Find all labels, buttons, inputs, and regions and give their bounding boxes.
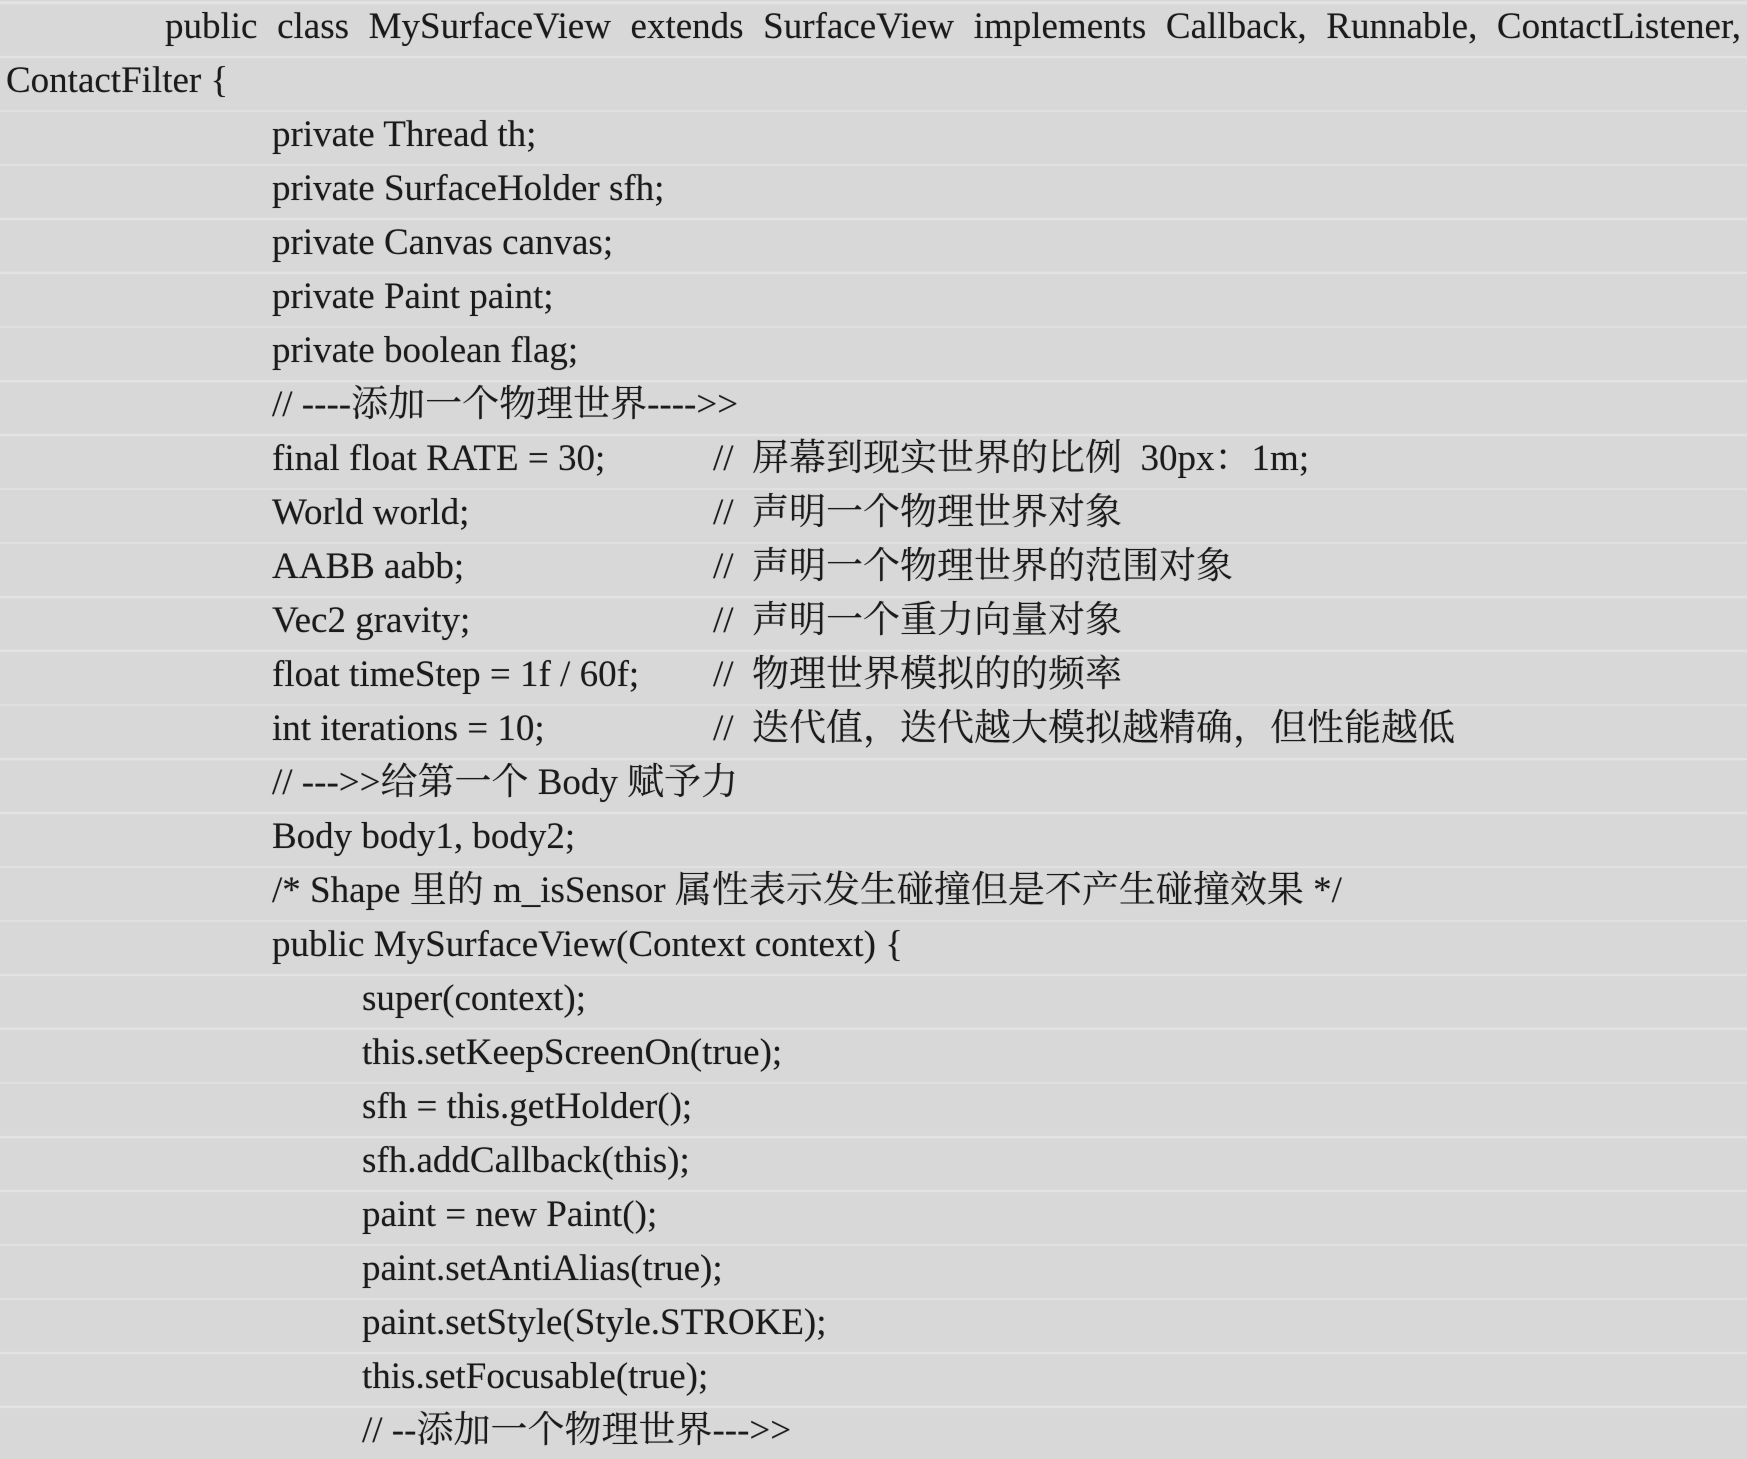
code-line <box>0 864 1747 918</box>
code-line <box>0 810 1747 864</box>
code-text: paint = new Paint(); <box>362 1194 658 1235</box>
code-text: private boolean flag; <box>272 330 579 371</box>
code-text: private Canvas canvas; <box>272 222 614 263</box>
code-text: Body body1, body2; <box>272 816 576 857</box>
code-line <box>0 378 1747 432</box>
code-line <box>0 108 1747 162</box>
code-text: sfh = this.getHolder(); <box>362 1086 693 1127</box>
code-line <box>0 54 1747 108</box>
code-line <box>0 324 1747 378</box>
code-line <box>0 594 1747 648</box>
code-text: final float RATE = 30; <box>272 438 606 479</box>
code-text: int iterations = 10; <box>272 708 545 749</box>
code-line <box>0 918 1747 972</box>
code-line <box>0 1296 1747 1350</box>
code-text: AABB aabb; <box>272 546 465 587</box>
code-line <box>0 756 1747 810</box>
inline-comment: // 声明一个物理世界的范围对象 <box>713 546 1234 587</box>
code-text: float timeStep = 1f / 60f; <box>272 654 640 695</box>
code-text: ContactFilter { <box>6 60 229 101</box>
code-text: paint.setStyle(Style.STROKE); <box>362 1302 827 1343</box>
code-line <box>0 1080 1747 1134</box>
code-text: /* Shape 里的 m_isSensor 属性表示发生碰撞但是不产生碰撞效果 */ <box>272 870 1342 911</box>
inline-comment: // 屏幕到现实世界的比例 30px：1m; <box>713 438 1310 479</box>
code-line <box>0 162 1747 216</box>
code-line <box>0 1350 1747 1404</box>
code-line <box>0 486 1747 540</box>
code-line <box>0 432 1747 486</box>
code-line <box>0 1134 1747 1188</box>
code-line <box>0 0 1747 54</box>
code-line <box>0 270 1747 324</box>
code-text: this.setFocusable(true); <box>362 1356 709 1397</box>
code-text: super(context); <box>362 978 586 1019</box>
code-line <box>0 1242 1747 1296</box>
inline-comment: // 声明一个物理世界对象 <box>713 492 1123 533</box>
code-text: Vec2 gravity; <box>272 600 471 641</box>
inline-comment: // 物理世界模拟的的频率 <box>713 654 1123 695</box>
code-text: private Paint paint; <box>272 276 554 317</box>
code-line <box>0 1026 1747 1080</box>
inline-comment: // 声明一个重力向量对象 <box>713 600 1123 641</box>
code-line <box>0 1188 1747 1242</box>
code-text: sfh.addCallback(this); <box>362 1140 690 1181</box>
code-line <box>0 972 1747 1026</box>
code-text: public class MySurfaceView extends SurfaceView implements Callback, Runnable, ContactListener, <box>165 6 1741 47</box>
code-line <box>0 648 1747 702</box>
code-text: private Thread th; <box>272 114 537 155</box>
code-text: // --添加一个物理世界--->> <box>362 1410 792 1451</box>
code-text: World world; <box>272 492 470 533</box>
code-text: paint.setAntiAlias(true); <box>362 1248 723 1289</box>
code-line <box>0 702 1747 756</box>
code-line <box>0 1404 1747 1458</box>
code-text: // --->>给第一个 Body 赋予力 <box>272 762 739 803</box>
inline-comment: // 迭代值，迭代越大模拟越精确，但性能越低 <box>713 708 1456 749</box>
code-text: // ----添加一个物理世界---->> <box>272 384 739 425</box>
code-line <box>0 540 1747 594</box>
code-text: this.setKeepScreenOn(true); <box>362 1032 783 1073</box>
code-line <box>0 216 1747 270</box>
code-text: private SurfaceHolder sfh; <box>272 168 665 209</box>
code-text: public MySurfaceView(Context context) { <box>272 924 904 965</box>
